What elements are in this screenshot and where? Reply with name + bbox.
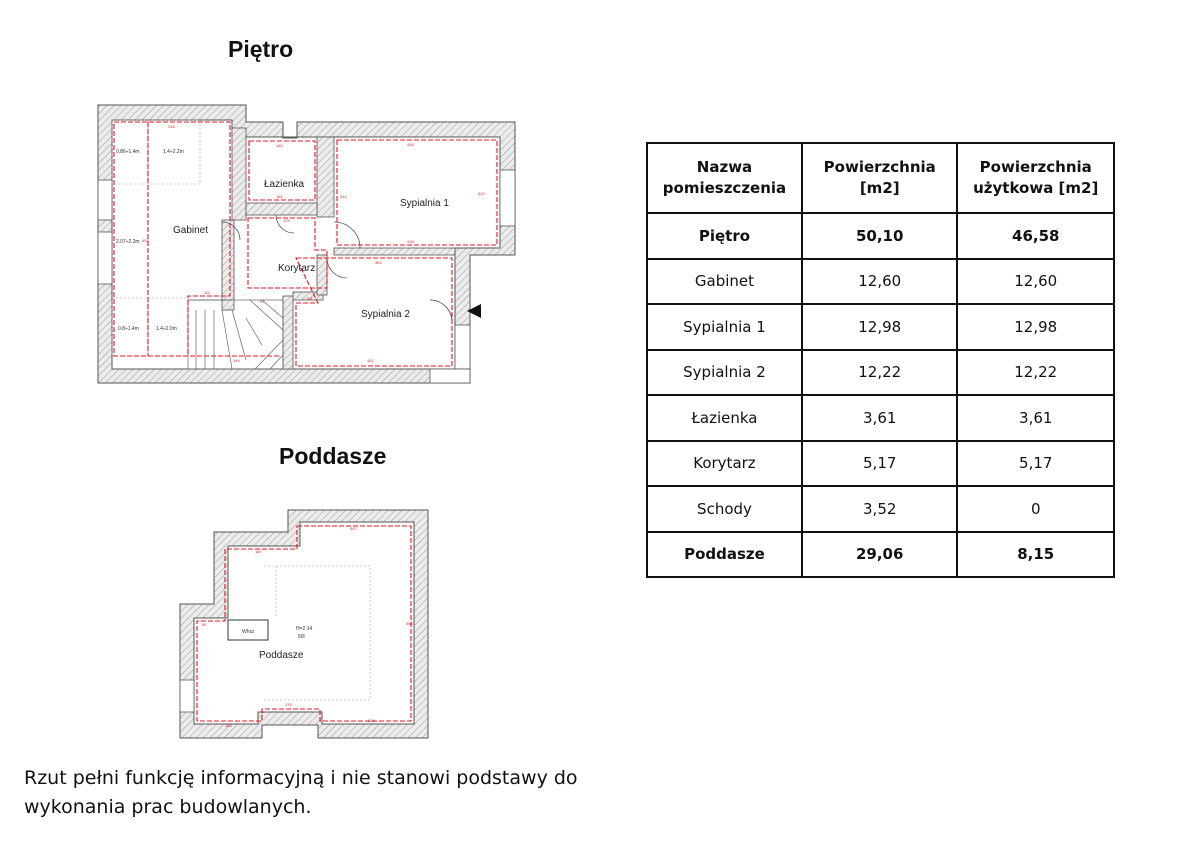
height-note-1: 0.86÷1.4m (116, 149, 140, 155)
wall-bath-left (232, 128, 246, 220)
room-label-sypialnia-2: Sypialnia 2 (361, 309, 410, 320)
attic-window-left (180, 680, 194, 712)
floor-plan (98, 105, 515, 383)
svg-text:162: 162 (276, 194, 283, 199)
table-row (647, 486, 1114, 532)
table-row (647, 532, 1114, 578)
cell-area: 12,98 (802, 304, 958, 350)
cell-usable: 12,98 (957, 304, 1114, 350)
window-bottom (430, 369, 470, 383)
cell-area: 3,52 (802, 486, 958, 532)
height-note-5: 1.4÷2.0m (156, 326, 177, 332)
svg-text:344: 344 (233, 358, 240, 363)
window-left-2 (98, 232, 112, 284)
header-usable: Powierzchnia użytkowa [m2] (957, 143, 1114, 213)
svg-text:175: 175 (283, 218, 290, 223)
svg-text:318: 318 (368, 718, 375, 723)
door-bed2 (327, 258, 347, 278)
svg-text:176: 176 (285, 702, 292, 707)
cell-area: 12,22 (802, 350, 958, 396)
attic-outer-walls (180, 510, 428, 738)
svg-text:307: 307 (350, 526, 357, 531)
table-header-row (647, 143, 1114, 213)
floor-title: Piętro (228, 36, 294, 62)
window-right-1 (500, 170, 515, 226)
height-note-2: 1.4÷2.2m (163, 149, 184, 155)
cell-area: 29,06 (802, 532, 958, 578)
wall-bed2-step (317, 255, 327, 295)
svg-text:97: 97 (260, 299, 265, 304)
svg-text:402: 402 (367, 358, 374, 363)
svg-text:416: 416 (407, 239, 414, 244)
cell-name: Piętro (647, 213, 802, 259)
cell-usable: 46,58 (957, 213, 1114, 259)
areas-table (646, 142, 1115, 578)
room-label-poddasze: Poddasze (259, 650, 304, 661)
cell-name: Gabinet (647, 259, 802, 305)
attic-title: Poddasze (279, 443, 387, 469)
svg-text:312: 312 (478, 191, 485, 196)
svg-text:312: 312 (340, 194, 347, 199)
svg-text:162: 162 (225, 723, 232, 728)
svg-text:364: 364 (375, 260, 382, 265)
wall-bath-right (317, 137, 334, 217)
cell-name: Schody (647, 486, 802, 532)
table-row (647, 395, 1114, 441)
attic-height-note-2: 50l (298, 634, 305, 640)
room-label-korytarz: Korytarz (278, 263, 316, 274)
svg-text:162: 162 (276, 143, 283, 148)
wall-bed1-bottom (334, 248, 455, 255)
svg-text:101: 101 (306, 296, 313, 301)
wall-bath-bottom (246, 203, 317, 215)
svg-text:568: 568 (406, 621, 413, 626)
cell-usable: 12,60 (957, 259, 1114, 305)
attic-height-note: H=2.14 (296, 626, 313, 632)
door-bed2-right (430, 300, 452, 322)
header-area: Powierzchnia [m2] (802, 143, 958, 213)
table-row (647, 213, 1114, 259)
cell-usable: 5,17 (957, 441, 1114, 487)
door-bed1 (334, 222, 360, 248)
svg-text:402: 402 (142, 238, 149, 243)
room-label-gabinet: Gabinet (173, 225, 209, 236)
cell-area: 12,60 (802, 259, 958, 305)
cell-usable: 8,15 (957, 532, 1114, 578)
window-left-1 (98, 180, 112, 220)
room-label-lazienka: Łazienka (264, 179, 305, 190)
cell-usable: 0 (957, 486, 1114, 532)
height-note-4: 0.8÷1.4m (118, 326, 139, 332)
svg-text:90: 90 (202, 622, 207, 627)
whsz-label: Whsz (242, 629, 255, 635)
cell-usable: 12,22 (957, 350, 1114, 396)
table-row (647, 259, 1114, 305)
cell-usable: 3,61 (957, 395, 1114, 441)
svg-text:111: 111 (204, 290, 211, 295)
cell-name: Sypialnia 1 (647, 304, 802, 350)
cell-name: Poddasze (647, 532, 802, 578)
window-right-2 (455, 325, 470, 369)
header-name: Nazwa pomieszczenia (647, 143, 802, 213)
svg-text:416: 416 (407, 142, 414, 147)
room-label-sypialnia-1: Sypialnia 1 (400, 198, 449, 209)
table-row (647, 441, 1114, 487)
table-row (647, 350, 1114, 396)
svg-text:318: 318 (168, 124, 175, 129)
svg-text:187: 187 (255, 549, 262, 554)
cell-area: 50,10 (802, 213, 958, 259)
cell-name: Łazienka (647, 395, 802, 441)
wall-bed2-left (283, 296, 293, 369)
disclaimer-note: Rzut pełni funkcję informacyjną i nie stanowi podstawy do wykonania prac budowlanych. (24, 767, 578, 818)
table-row (647, 304, 1114, 350)
cell-name: Korytarz (647, 441, 802, 487)
cell-area: 3,61 (802, 395, 958, 441)
attic-plan (180, 510, 428, 738)
height-note-3: 2.07÷2.2m (116, 239, 140, 245)
cell-area: 5,17 (802, 441, 958, 487)
cell-name: Sypialnia 2 (647, 350, 802, 396)
